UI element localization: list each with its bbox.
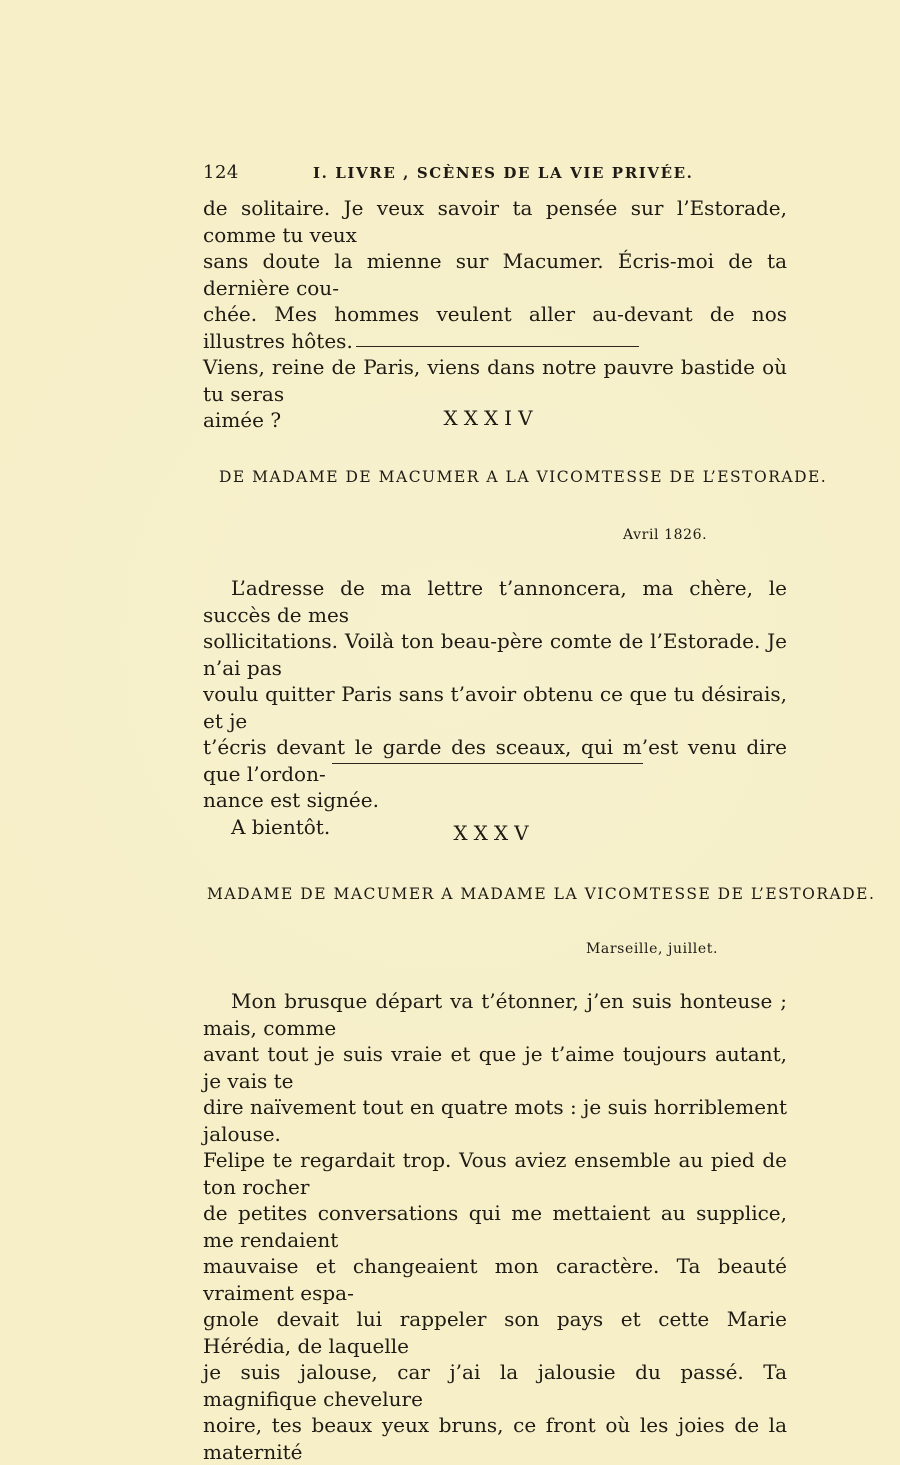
text-line: voulu quitter Paris sans t’avoir obtenu ce que tu désirais, et je [203, 682, 787, 733]
text-line: Felipe te regardait trop. Vous aviez ensemble au pied de ton rocher [203, 1148, 787, 1199]
text-line: Viens, reine de Paris, viens dans notre pauvre bastide où tu seras [203, 355, 787, 406]
text-line: de petites conversations qui me mettaient au supplice, me rendaient [203, 1201, 787, 1252]
text-line: chée. Mes hommes veulent aller au-devant de nos illustres hôtes. [203, 302, 787, 353]
text-line: gnole devait lui rappeler son pays et cette Marie Hérédia, de laquelle [203, 1307, 787, 1358]
text-line: noire, tes beaux yeux bruns, ce front où les joies de la maternité [203, 1413, 787, 1464]
text-line: mauvaise et changeaient mon caractère. Ta beauté vraiment espa- [203, 1254, 787, 1305]
page-header [203, 162, 787, 184]
opening-text-block [203, 195, 787, 434]
letter-xxxv-body [203, 988, 787, 1465]
text-line: sans doute la mienne sur Macumer. Écris-moi de ta dernière cou- [203, 249, 787, 300]
text-line: Mon brusque départ va t’étonner, j’en suis honteuse ; mais, comme [203, 989, 787, 1040]
section-heading-xxxiv: DE MADAME DE MACUMER A LA VICOMTESSE DE L’ESTORADE. [219, 468, 828, 486]
text-line: sollicitations. Voilà ton beau-père comte de l’Estorade. Je n’ai pas [203, 629, 787, 680]
text-line: je suis jalouse, car j’ai la jalousie du passé. Ta magnifique chevelure [203, 1360, 787, 1411]
text-line: nance est signée. [203, 788, 379, 812]
text-line: dire naïvement tout en quatre mots : je suis horriblement jalouse. [203, 1095, 787, 1146]
section-heading-xxxv: MADAME DE MACUMER A MADAME LA VICOMTESSE DE L’ESTORADE. [207, 885, 876, 903]
section-number-xxxv: XXXV [453, 821, 535, 845]
dateline-xxxv: Marseille, juillet. [586, 941, 719, 957]
page-number: 124 [203, 162, 239, 183]
dateline-xxxiv: Avril 1826. [623, 527, 708, 543]
section-divider [332, 763, 643, 764]
text-line: A bientôt. [231, 814, 331, 839]
text-line: de solitaire. Je veux savoir ta pensée sur l’Estorade, comme tu veux [203, 196, 787, 247]
text-line: avant tout je suis vraie et que je t’aime toujours autant, je vais te [203, 1042, 787, 1093]
text-line: t’écris devant le garde des sceaux, qui m’est venu dire que l’ordon- [203, 735, 787, 786]
text-line: aimée ? [203, 408, 282, 432]
running-head: I. LIVRE , SCÈNES DE LA VIE PRIVÉE. [313, 164, 694, 182]
text-line: L’adresse de ma lettre t’annoncera, ma chère, le succès de mes [203, 576, 787, 627]
section-number-xxxiv: XXXIV [443, 406, 539, 430]
letter-xxxiv-body [203, 575, 787, 840]
section-divider [356, 346, 639, 347]
